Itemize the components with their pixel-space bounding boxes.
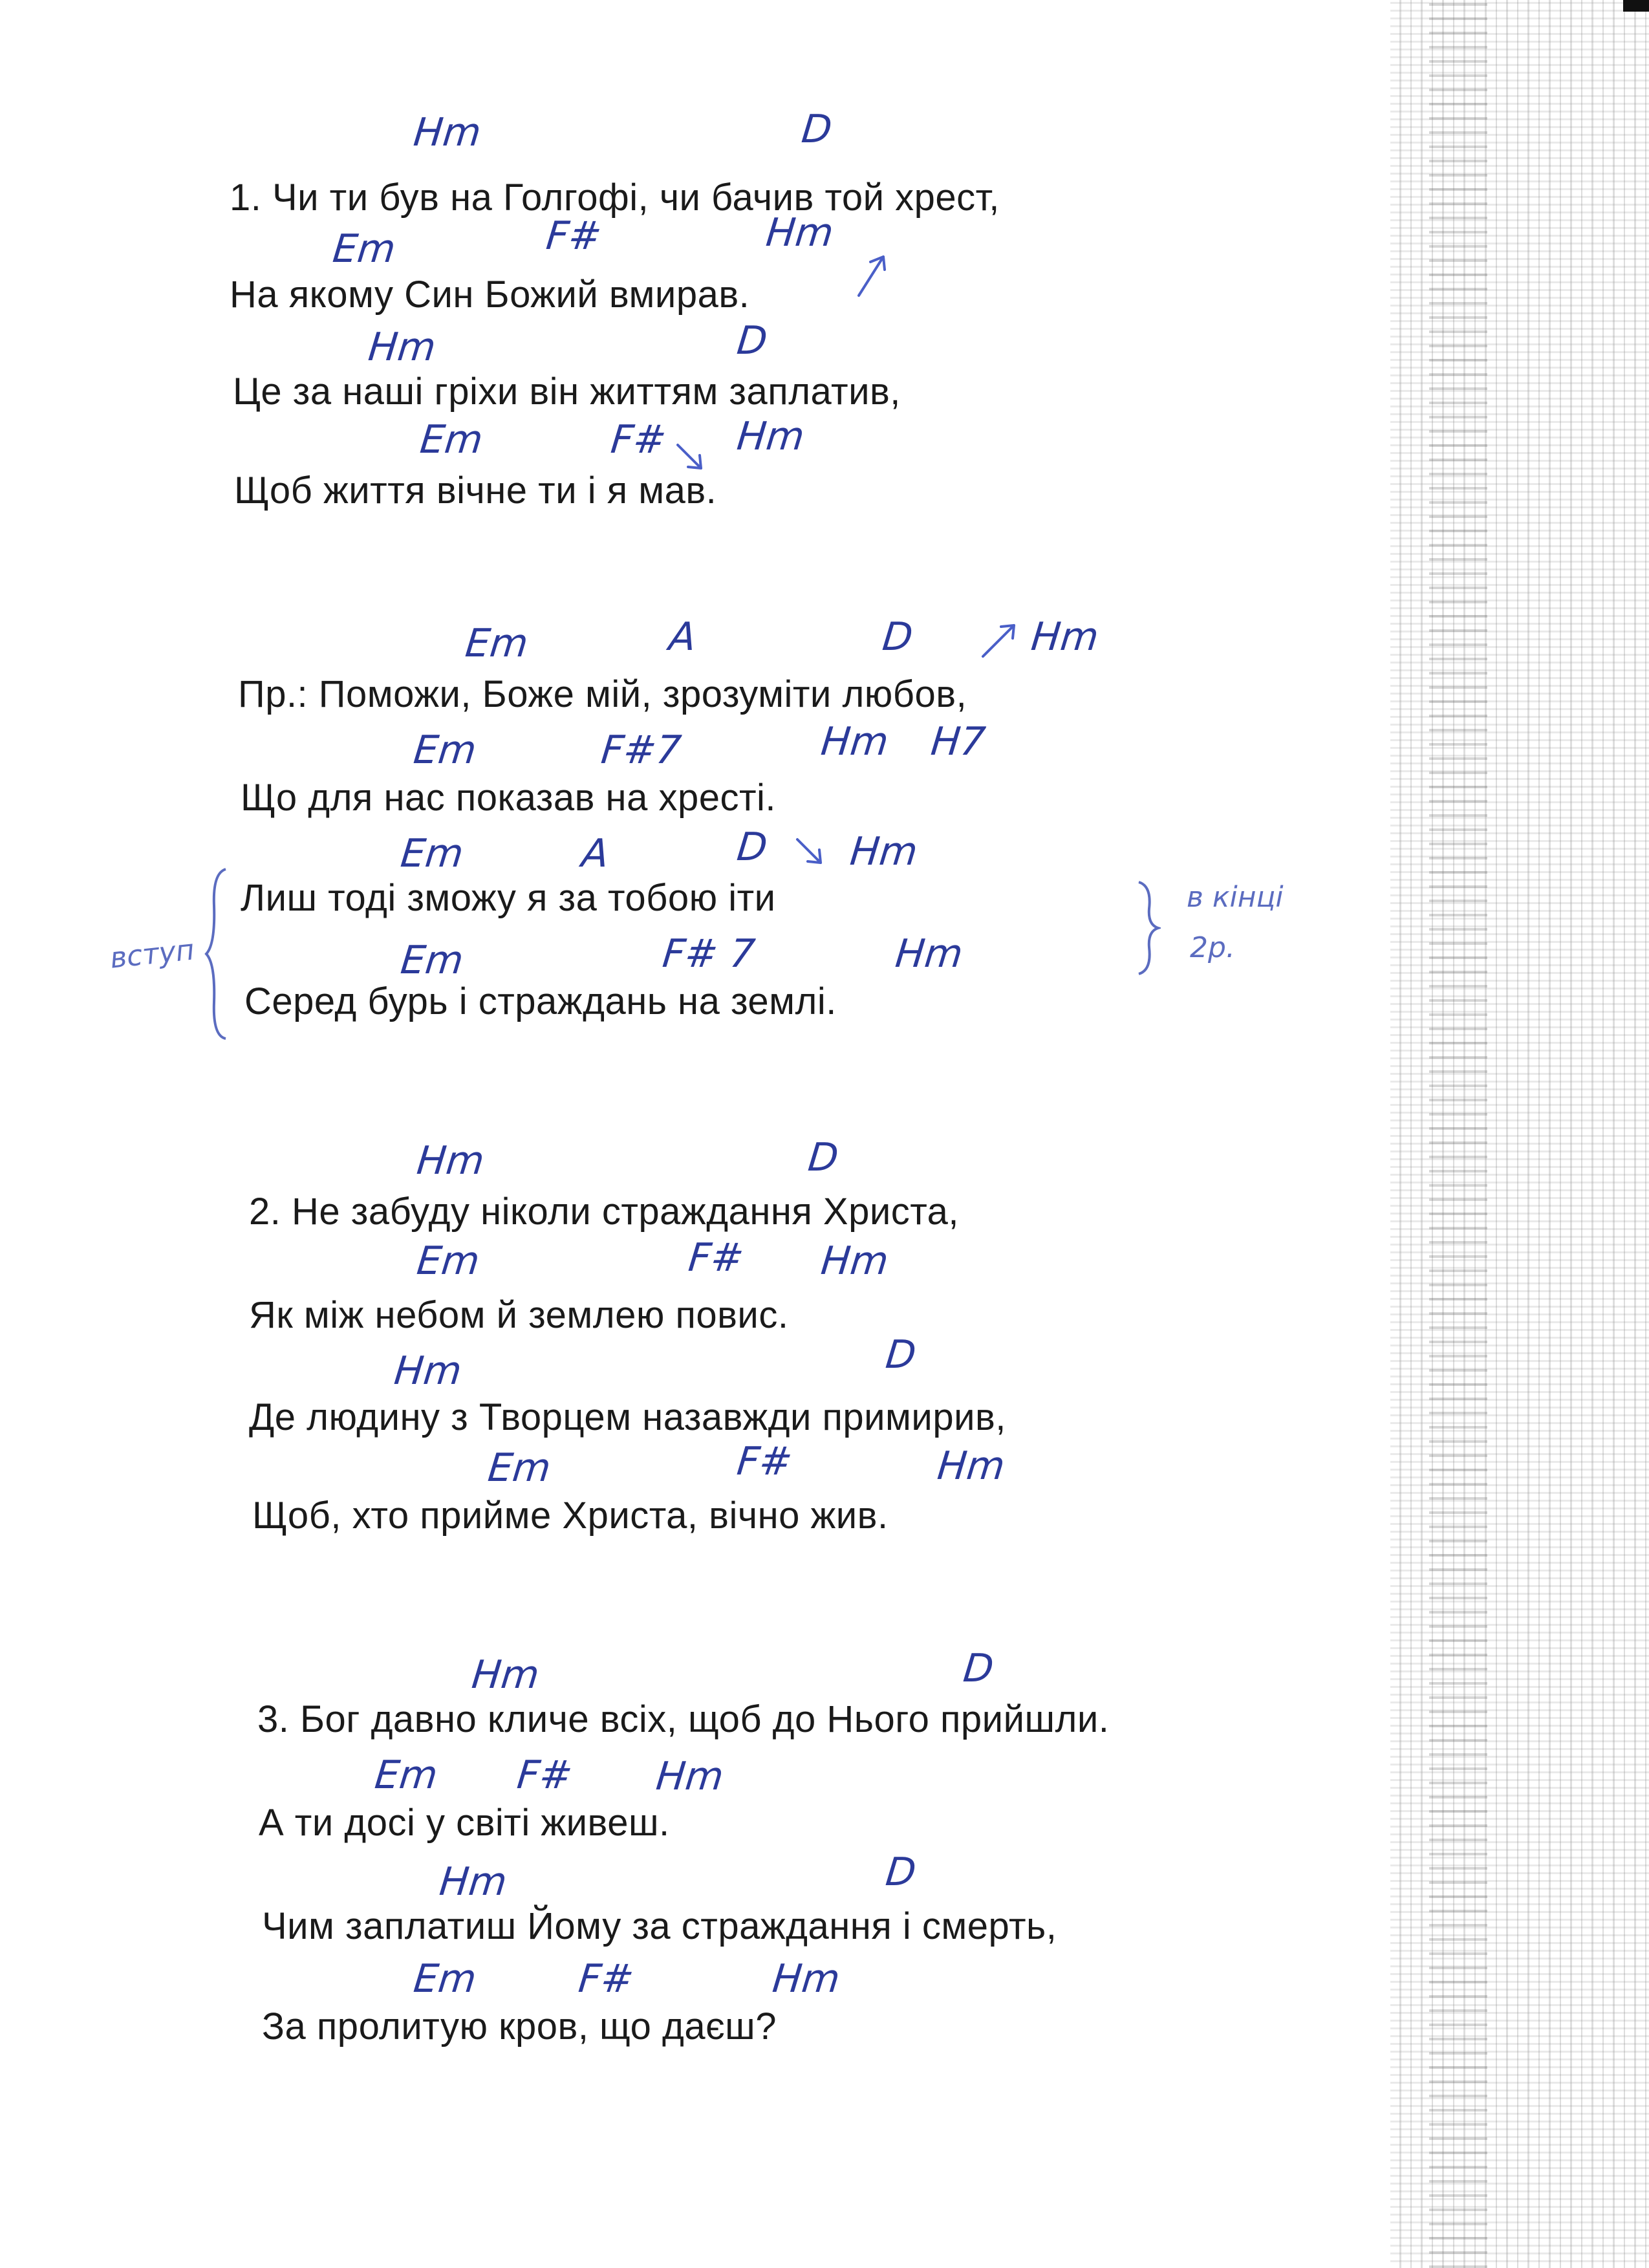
lyric-line: За пролитую кров, що даєш? [262,2005,777,2047]
chord: F# [544,213,604,259]
chord: Hm [819,719,891,764]
chord: F# [609,417,669,462]
chord: Hm [893,931,965,977]
lyric-line: Щоб життя вічне ти і я мав. [234,470,717,512]
lyric-line: Як між небом й землею повис. [249,1294,789,1336]
chord: D [883,1332,918,1377]
chord: Hm [366,325,438,370]
chord: H7 [929,719,987,764]
intro-note: вступ [108,933,196,975]
chord: Hm [1029,614,1101,660]
chord: Hm [469,1652,542,1698]
lyric-line: Чим заплатиш Йому за страждання і смерть, [262,1905,1057,1947]
arrow-down-icon [792,834,831,873]
arrow-up-icon [854,249,892,301]
chord: D [806,1135,841,1180]
chord: F# 7 [660,931,757,977]
left-brace-icon [204,867,230,1041]
lyric-line: Серед бурь і страждань на землі. [244,980,837,1022]
repeat-note-end: в кінці [1187,881,1284,914]
chord: F# [686,1235,746,1280]
scan-corner-mark [1623,0,1649,12]
chord: D [735,318,770,363]
chord: Em [411,1956,479,2002]
repeat-note-count: 2р. [1190,931,1235,964]
lyric-line: 1. Чи ти був на Голгофі, чи бачив той хрест, [230,177,1000,219]
chord: Hm [935,1443,1008,1489]
lyric-line: Щоб, хто прийме Христа, вічно жив. [252,1495,889,1537]
lyric-line: Що для нас показав на хресті. [241,777,777,819]
arrow-up-icon [976,618,1022,663]
chord: Em [415,1238,482,1284]
right-brace-icon [1135,880,1161,977]
chord: Hm [764,210,836,255]
chord: Hm [819,1238,891,1284]
lyric-line: Лиш тоді зможу я за тобою іти [241,877,776,919]
chord: Em [486,1445,554,1491]
chord: Hm [411,110,484,155]
chord: A [667,614,698,660]
chord: Em [398,938,466,983]
chord: F# [515,1753,575,1798]
chord: D [735,825,770,870]
chord: Hm [848,829,920,874]
chord: F#7 [599,728,684,773]
chord: Em [463,621,531,666]
lyric-line: Це за наші гріхи він життям заплатив, [233,371,901,413]
chord: Hm [437,1859,510,1905]
chord: F# [576,1956,636,2002]
chord: F# [735,1439,795,1484]
chord: D [961,1646,996,1691]
chord: Em [398,831,466,876]
lyric-line: А ти досі у світі живеш. [259,1802,670,1844]
chord: Em [411,728,479,773]
lyric-line: На якому Син Божий вмирав. [230,274,750,316]
lyric-line: 3. Бог давно кличе всіх, щоб до Нього прийшли. [257,1698,1110,1740]
chord: Hm [735,414,807,459]
chord: Em [330,226,398,272]
chord: D [883,1850,918,1895]
chord: Hm [415,1138,487,1183]
lyric-line: Пр.: Поможи, Боже мій, зрозуміти любов, [238,673,967,715]
chord: Em [372,1753,440,1798]
chord: D [799,107,834,152]
chord: A [579,831,611,876]
chord: Hm [770,1956,843,2002]
chord: Em [418,417,486,462]
lyric-line: Де людину з Творцем назавжди примирив, [249,1396,1006,1438]
scan-noise-strip [1390,0,1649,2268]
chord: Hm [392,1348,464,1394]
chord: D [880,614,915,660]
lyric-line: 2. Не забуду ніколи страждання Христа, [249,1191,960,1233]
chord: Hm [654,1754,726,1799]
